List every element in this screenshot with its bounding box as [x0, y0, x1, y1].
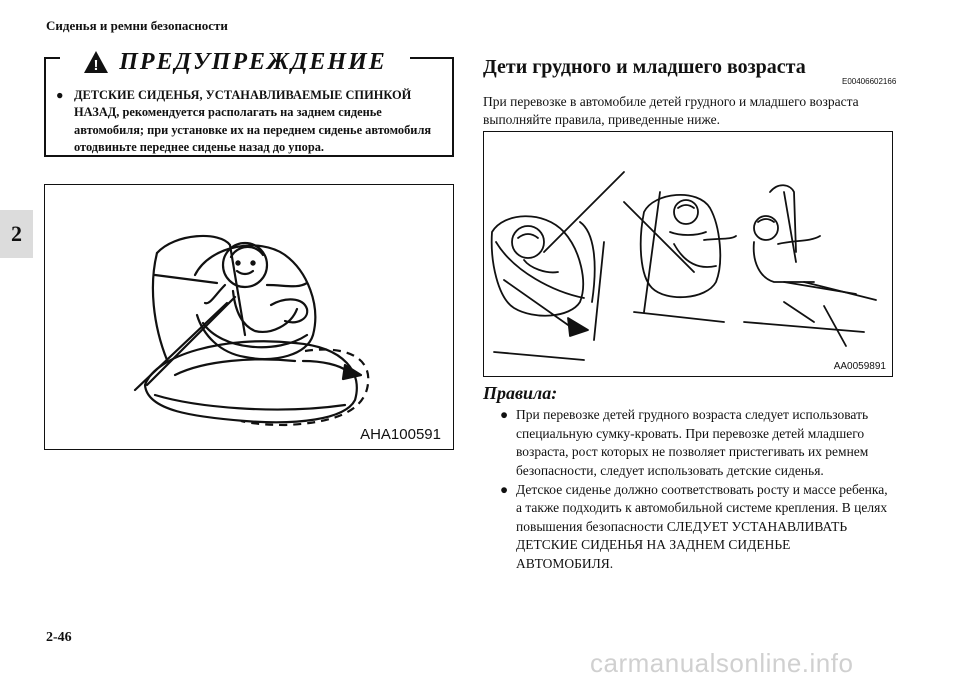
- section-code: E00406602166: [842, 77, 897, 86]
- intro-line: выполняйте правила, приведенные ниже.: [483, 112, 720, 128]
- figure-left-code: AHA100591: [360, 426, 441, 443]
- warning-bullet: ●: [56, 88, 64, 102]
- page-number: 2-46: [46, 630, 72, 645]
- section-title: Дети грудного и младшего возраста: [483, 56, 806, 78]
- warning-banner: [60, 49, 410, 75]
- warning-line: отодвиньте переднее сиденье назад до упора.: [74, 140, 325, 155]
- rule-bullet: ●: [500, 407, 509, 422]
- warning-triangle-icon: [83, 50, 109, 74]
- warning-line: НАЗАД, рекомендуется располагать на заднем сиденье: [74, 105, 382, 120]
- warning-line: автомобиля; при установке их на переднем сиденье автомобиля: [74, 122, 432, 137]
- rule-line: АВТОМОБИЛЯ.: [516, 556, 614, 571]
- rule-line: Детское сиденье должно соответствовать росту и массе ребенка,: [516, 481, 888, 497]
- section-intro: [483, 93, 903, 129]
- rule-line: а также подходить к автомобильной системе крепления. В целях: [516, 500, 888, 516]
- rule-item: [500, 481, 900, 574]
- figure-rear-facing-seat: [44, 184, 454, 450]
- rule-item: [500, 406, 900, 481]
- intro-line: При перевозке в автомобиле детей грудного и младшего возраста: [483, 94, 859, 109]
- warning-box: [44, 48, 454, 157]
- rule-line: ДЕТСКИЕ СИДЕНЬЯ НА ЗАДНЕМ СИДЕНЬЕ: [516, 537, 791, 553]
- rules-heading: Правила:: [483, 383, 558, 403]
- figure-child-seats: [483, 131, 893, 377]
- watermark: carmanualsonline.info: [590, 648, 854, 678]
- chapter-tab: [0, 210, 33, 258]
- rule-bullet: ●: [500, 481, 509, 497]
- rear-facing-child-seat-icon: [45, 185, 453, 449]
- warning-body: [56, 87, 446, 156]
- figure-right-code: AA0059891: [833, 361, 886, 372]
- warning-title: ПРЕДУПРЕЖДЕНИЕ: [119, 48, 387, 75]
- running-header: Сиденья и ремни безопасности: [46, 18, 228, 33]
- warning-triangle-symbol: !: [93, 57, 99, 74]
- warning-line: ДЕТСКИЕ СИДЕНЬЯ, УСТАНАВЛИВАЕМЫЕ СПИНКОЙ: [74, 88, 412, 102]
- infant-toddler-child-seats-icon: [484, 132, 892, 376]
- rule-line: возраста, рост которых не позволяет пристегивать их ремнем: [516, 444, 869, 460]
- rules-list: [500, 406, 900, 574]
- rule-line: При перевозке детей грудного возраста следует использовать: [516, 407, 869, 422]
- rule-line: специальную сумку-кровать. При перевозке детей младшего: [516, 425, 865, 441]
- chapter-number: 2: [11, 221, 22, 246]
- rule-line: безопасности, следует использовать детские сиденья.: [516, 462, 824, 478]
- rule-line: повышения безопасности СЛЕДУЕТ УСТАНАВЛИВАТЬ: [516, 518, 848, 534]
